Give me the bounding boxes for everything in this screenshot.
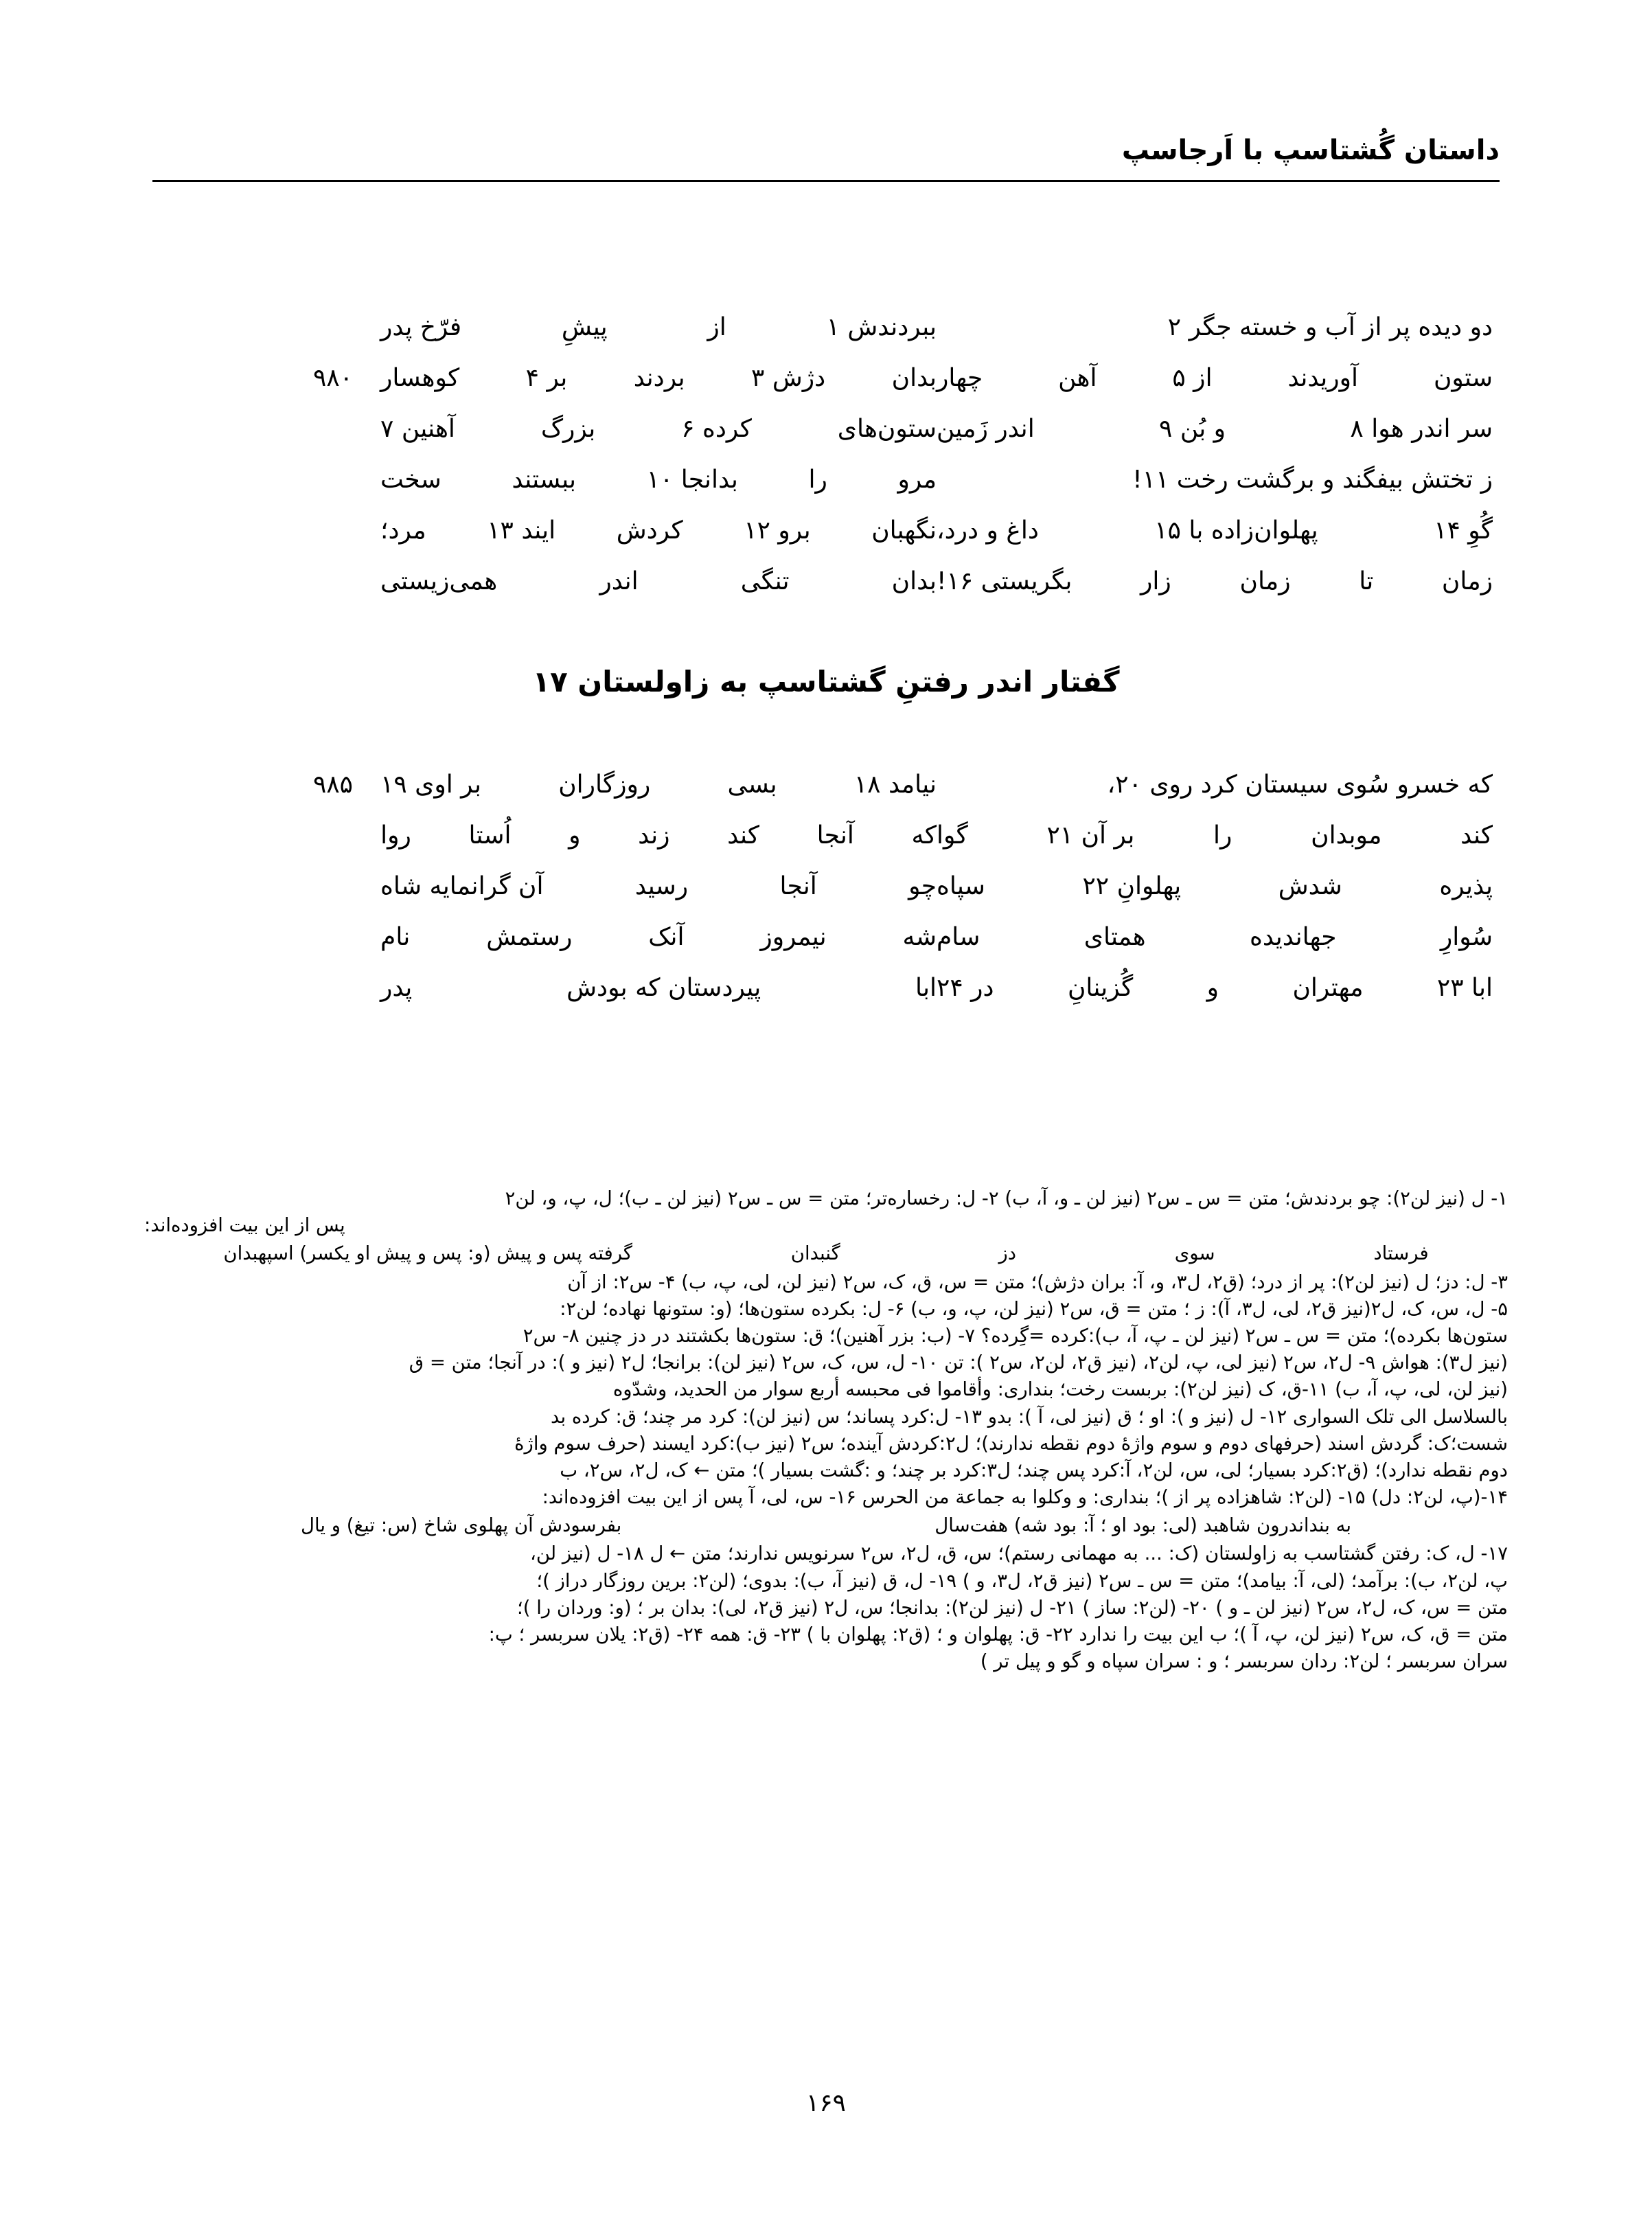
verse-word: اندر زَمین: [937, 415, 1035, 443]
verse-word: آنجا: [816, 821, 854, 850]
verse-word: از: [707, 313, 726, 341]
header-rule: [152, 180, 1500, 182]
verse-word: در ۲۴: [937, 974, 994, 1002]
verse-word: همتای: [1083, 923, 1146, 951]
verse-line-number: ۹۸۰: [312, 364, 353, 392]
hemistich-words: [380, 312, 937, 344]
apparatus-verse-segment: سوی: [1174, 1242, 1215, 1265]
verse-word: سام: [937, 923, 980, 951]
verse-word: بسی: [727, 771, 777, 799]
verse-word: شدش: [1278, 872, 1342, 900]
hemistich-right: [353, 361, 937, 395]
hemistich-words: [937, 922, 1493, 954]
hemistich-words: [937, 871, 1493, 903]
hemistich-left: [937, 565, 1500, 598]
verse-word: ستون‌های: [837, 415, 937, 443]
verse-word: سر اندر هوا ۸: [1350, 415, 1493, 443]
verse-word: روزگاران: [558, 771, 651, 799]
hemistich-right: [353, 869, 937, 903]
verse-word: پیردستان که بودش: [566, 974, 761, 1002]
hemistich-words: [380, 363, 937, 395]
verse-word: مرد؛: [380, 516, 426, 545]
verse-line-number: ۹۸۵: [312, 771, 353, 799]
verse-line: [152, 971, 1500, 1022]
verse-word: زمان: [1441, 567, 1493, 595]
hemistich-right: [353, 819, 937, 852]
hemistich-right: [353, 463, 937, 497]
verse-word: جهاندیده: [1249, 923, 1337, 951]
verse-word: مرو: [897, 466, 937, 494]
hemistich-words: [380, 871, 937, 903]
hemistich-right: [353, 310, 937, 344]
verse-word: را: [1213, 821, 1232, 850]
apparatus-note-line: ۳- ل: دز؛ ل (نیز لن۲): پر از درد؛ (ق۲، ل۳، و، آ: بران دژش)؛ متن = س، ق، ک، س۲ (نیز لن، لی، پ، ب) ۴- س۲: از آن: [567, 1271, 1508, 1293]
hemistich-left: [937, 412, 1500, 446]
verse-line-number: [271, 920, 353, 923]
hemistich-left: [937, 463, 1500, 497]
apparatus-note-line: شست؛ک: گردش اسند (حرفهای دوم و سوم واژهٔ دوم نقطه ندارند)؛ ل۲:کردش آینده؛ س۲ (نیز ب):کرد ایسند (حرف سوم واژهٔ: [514, 1432, 1508, 1455]
hemistich-left: [937, 768, 1500, 801]
hemistich-right: [353, 565, 937, 598]
verse-block-1: [152, 310, 1500, 615]
verse-word: که خسرو سُوی سیستان کرد روی ۲۰،: [1107, 771, 1493, 799]
apparatus-note-line: ۵- ل، س، ک، ل۲(نیز ق۲، لی، ل۳، آ): ز ؛ متن = ق، س۲ (نیز لن، پ، و، ب) ۶- ل: بکرده ستون‌ها؛ (و: ستونها نهاده؛ لن۲:: [560, 1297, 1508, 1320]
verse-word: گُزینانِ: [1067, 974, 1134, 1002]
verse-word: پهلوانِ ۲۲: [1082, 872, 1182, 900]
hemistich-words: [937, 972, 1493, 1005]
verse-word: چو: [908, 872, 937, 900]
hemistich-words: [937, 464, 1493, 497]
verse-word: از ۵: [1172, 364, 1213, 392]
hemistich-left: [937, 310, 1500, 344]
verse-word: آنجا: [779, 872, 817, 900]
apparatus-note-line: (نیز ل۳): هواش ۹- ل۲، س۲ (نیز لی، پ، لن۲، (نیز ق۲، لن۲، س۲ ): تن ۱۰- ل، س، ک، س۲ (نیز لن): برانجا؛ ل۲ (نیز و ): در آنجا؛ متن = ق: [409, 1352, 1508, 1374]
verse-word: گوا: [937, 821, 968, 850]
hemistich-words: [937, 566, 1493, 598]
verse-word: نیمروز: [760, 923, 827, 951]
verse-word: آهن: [1058, 364, 1097, 392]
hemistich-words: [380, 413, 937, 446]
verse-word: را: [808, 466, 827, 494]
hemistich-words: [937, 820, 1493, 852]
verse-word: کرده ۶: [681, 415, 752, 443]
verse-word: بگریستی ۱۶!: [937, 567, 1072, 595]
apparatus-note-line: متن = ق، ک، س۲ (نیز لن، پ، آ )؛ ب این بیت را ندارد ۲۲- ق: پهلوان و ؛ (ق۲: پهلوان با ) ۲۳- ق: همه ۲۴- (ق۲: یلان سربسر ؛ پ:: [488, 1624, 1508, 1645]
verse-block-2: [152, 768, 1500, 1022]
verse-word: ستون: [1433, 364, 1493, 392]
verse-word: اندر: [599, 567, 639, 595]
verse-word: ابا: [915, 974, 937, 1002]
verse-line: [152, 768, 1500, 819]
verse-word: سُوارِ: [1440, 923, 1493, 951]
verse-word: آنک: [648, 923, 685, 951]
verse-word: روا: [380, 821, 411, 850]
verse-word: کند: [727, 821, 760, 850]
hemistich-right: [353, 768, 937, 801]
verse-line: [152, 869, 1500, 920]
verse-word: همی‌زیستی: [380, 567, 498, 595]
verse-line: [152, 310, 1500, 361]
hemistich-right: [353, 514, 937, 547]
verse-word: پدر: [380, 974, 413, 1002]
apparatus-note-line: ستون‌ها بکرده)؛ متن = س ـ س۲ (نیز لن ـ پ، آ، ب):کرده =گِرده؟ ۷- (ب: بزر آهنین)؛ ق: ستون‌ها بکشتند در دز چنین ۸- س۲: [523, 1324, 1508, 1347]
verse-word: کردش: [616, 516, 683, 545]
hemistich-words: [380, 820, 937, 852]
verse-word: بدان: [891, 567, 937, 595]
verse-word: فرّخ پدر: [380, 313, 462, 341]
verse-word: چهار: [937, 364, 983, 392]
hemistich-words: [937, 312, 1493, 344]
hemistich-words: [937, 363, 1493, 395]
section-heading: گفتار اندر رفتنِ گشتاسپ به زاولستان ۱۷: [532, 665, 1120, 698]
hemistich-left: [937, 514, 1500, 547]
hemistich-right: [353, 412, 937, 446]
hemistich-words: [380, 922, 937, 954]
verse-word: رستمش: [486, 923, 573, 951]
verse-line-number: [271, 869, 353, 872]
verse-word: ابا ۲۳: [1436, 974, 1493, 1002]
verse-line: [152, 412, 1500, 463]
verse-line: [152, 920, 1500, 971]
apparatus-note-line: ۱- ل (نیز لن۲): چو بردندش؛ متن = س ـ س۲ (نیز لن ـ و، آ، ب) ۲- ل: رخساره‌تر؛ متن = س ـ س۲ (نیز لن ـ ب)؛ ل، پ، و، لن۲: [505, 1187, 1508, 1209]
verse-word: و: [1206, 974, 1219, 1002]
apparatus-note-line: دوم نقطه ندارد)؛ (ق۲:کرد بسیار؛ لی، س، لن۲، آ:کرد پس چند؛ ل۳:کرد بر چند؛ و :گشت بسیار )؛ متن ← ک، ل۲، س۲، ب: [560, 1459, 1508, 1481]
verse-word: اُستا: [468, 821, 512, 850]
verse-word: رسید: [634, 872, 689, 900]
running-header-title: داستان گُشتاسپ با اَرجاسپ: [1121, 135, 1500, 166]
hemistich-words: [380, 769, 937, 801]
hemistich-words: [380, 464, 937, 497]
verse-word: پیشِ: [561, 313, 608, 341]
verse-line-number: [271, 463, 353, 466]
verse-line-number: [271, 971, 353, 974]
verse-word: ز تختش بیفگند و برگشت رخت ۱۱!: [1132, 466, 1493, 494]
hemistich-words: [937, 413, 1493, 446]
hemistich-left: [937, 819, 1500, 852]
apparatus-verse-segment: فرستاد: [1373, 1242, 1429, 1265]
apparatus-verse-segment: دز: [998, 1242, 1017, 1265]
verse-word: موبدان: [1311, 821, 1382, 850]
verse-line: [152, 463, 1500, 514]
verse-word: دو دیده پر از آب و خسته جگر ۲: [1167, 313, 1493, 341]
verse-word: کوهسار: [380, 364, 460, 392]
verse-word: ببردندش ۱: [826, 313, 937, 341]
apparatus-note-line: بالسلاسل الی تلک السواری ۱۲- ل (نیز و ): او ؛ ق (نیز لی، آ ): بدو ۱۳- ل:کرد پساند؛ س (نیز لن): کرد مر چند؛ ق: کرده بد: [551, 1405, 1508, 1428]
verse-line: [152, 361, 1500, 412]
apparatus-verse-segment: گنبدان: [790, 1242, 840, 1265]
verse-word: سپاه: [937, 872, 985, 900]
hemistich-left: [937, 920, 1500, 954]
verse-word: و بُن ۹: [1159, 415, 1226, 443]
verse-word: مهتران: [1292, 974, 1364, 1002]
verse-word: دژش ۳: [751, 364, 826, 392]
verse-word: بر ۴: [525, 364, 568, 392]
hemistich-words: [380, 515, 937, 547]
apparatus-note-aside: پس از این بیت افزوده‌اند:: [144, 1214, 345, 1237]
verse-line-number: [271, 310, 353, 313]
verse-word: زمان: [1239, 567, 1291, 595]
folio-number: ۱۶۹: [805, 2089, 846, 2117]
running-header: [152, 135, 1500, 190]
verse-word: نیامد ۱۸: [853, 771, 937, 799]
verse-word: و: [569, 821, 581, 850]
verse-word: تنگی: [740, 567, 790, 595]
verse-line-number: [271, 565, 353, 567]
verse-word: ایند ۱۳: [487, 516, 556, 545]
verse-word: آن گرانمایه شاه: [380, 872, 544, 900]
verse-word: زند: [638, 821, 670, 850]
verse-word: ببستند: [512, 466, 577, 494]
verse-line-number: [271, 819, 353, 821]
critical-apparatus: [144, 1185, 1508, 1675]
hemistich-words: [937, 769, 1493, 801]
verse-word: پهلوان‌زاده با ۱۵: [1154, 516, 1318, 545]
verse-line-number: [271, 412, 353, 415]
apparatus-note-line: ۱۴-(پ، لن۲: دل) ۱۵- (لن۲: شاهزاده پر از )؛ بنداری: و وکلوا به جماعة من الحرس ۱۶- س، لی، آ پس از این بیت افزوده‌اند:: [542, 1486, 1508, 1509]
verse-word: گُوِ ۱۴: [1434, 516, 1493, 545]
verse-word: نام: [380, 923, 411, 951]
hemistich-left: [937, 361, 1500, 395]
verse-line-number: [271, 514, 353, 516]
hemistich-left: [937, 971, 1500, 1005]
verse-word: شه: [902, 923, 937, 951]
verse-word: که: [911, 821, 937, 850]
verse-word: بدانجا ۱۰: [646, 466, 738, 494]
verse-word: برو ۱۲: [744, 516, 811, 545]
verse-word: نگهبان: [871, 516, 937, 545]
apparatus-inserted-verse: [144, 1239, 1508, 1268]
verse-word: بردند: [633, 364, 685, 392]
verse-word: سخت: [380, 466, 441, 494]
hemistich-words: [937, 515, 1493, 547]
verse-word: بدان: [891, 364, 937, 392]
apparatus-verse-segment: بفرسودش آن پهلوی شاخ (س: تیغ) و یال: [300, 1514, 622, 1537]
verse-word: تا: [1359, 567, 1374, 595]
hemistich-words: [380, 972, 937, 1005]
verse-line: [152, 565, 1500, 615]
verse-word: بر آن ۲۱: [1046, 821, 1135, 850]
hemistich-right: [353, 971, 937, 1005]
apparatus-note-line: سران سربسر ؛ لن۲: ردان سربسر ؛ و : سران سپاه و گو و پیل تر ): [980, 1650, 1508, 1673]
verse-word: آهنین ۷: [380, 415, 455, 443]
apparatus-note-line: متن = س، ک، ل۲، س۲ (نیز لن ـ و ) ۲۰- (لن۲: ساز ) ۲۱- ل (نیز لن۲): بدانجا؛ س، ل۲ (نیز ق۲، لی): بدان بر ؛ (و: وردان را )؛: [517, 1596, 1508, 1619]
hemistich-words: [380, 566, 937, 598]
verse-word: داغ و درد،: [937, 516, 1039, 545]
verse-word: زار: [1140, 567, 1171, 595]
hemistich-left: [937, 869, 1500, 903]
verse-word: کند: [1460, 821, 1493, 850]
apparatus-note-line: (نیز لن، لی، پ، آ، ب) ۱۱-ق، ک (نیز لن۲): بربست رخت؛ بنداری: وأقاموا فی محبسه أربع سوار من الحدید، وشدّوه: [612, 1378, 1508, 1401]
apparatus-verse-segment: گرفته پس و پیش (و: پس و پیش او یکسر) اسپهبدان: [223, 1242, 632, 1265]
hemistich-right: [353, 920, 937, 954]
verse-line: [152, 819, 1500, 869]
apparatus-verse-segment: به بنداندرون شاهبد (لی: بود او ؛ آ: بود شه) هفت‌سال: [934, 1514, 1352, 1537]
verse-word: پذیره: [1439, 872, 1493, 900]
verse-line: [152, 514, 1500, 565]
verse-word: بزرگ: [540, 415, 596, 443]
apparatus-note-line: ۱۷- ل، ک: رفتن گشتاسب به زاولستان (ک: ... به مهمانی رستم)؛ س، ق، ل۲، س۲ سرنویس ندارند؛ متن ← ل ۱۸- ل (نیز لن،: [529, 1542, 1508, 1565]
apparatus-inserted-verse: [144, 1511, 1508, 1540]
apparatus-note-line: پ، لن۲، ب): برآمد؛ (لی، آ: بیامد)؛ متن = س ـ س۲ (نیز ق۲، ل۳، و ) ۱۹- ل، ق (نیز آ، ب): بدوی؛ (لن۲: برین روزگار دراز )؛: [536, 1569, 1508, 1592]
verse-word: آوریدند: [1287, 364, 1359, 392]
verse-word: بر اوی ۱۹: [380, 771, 482, 799]
